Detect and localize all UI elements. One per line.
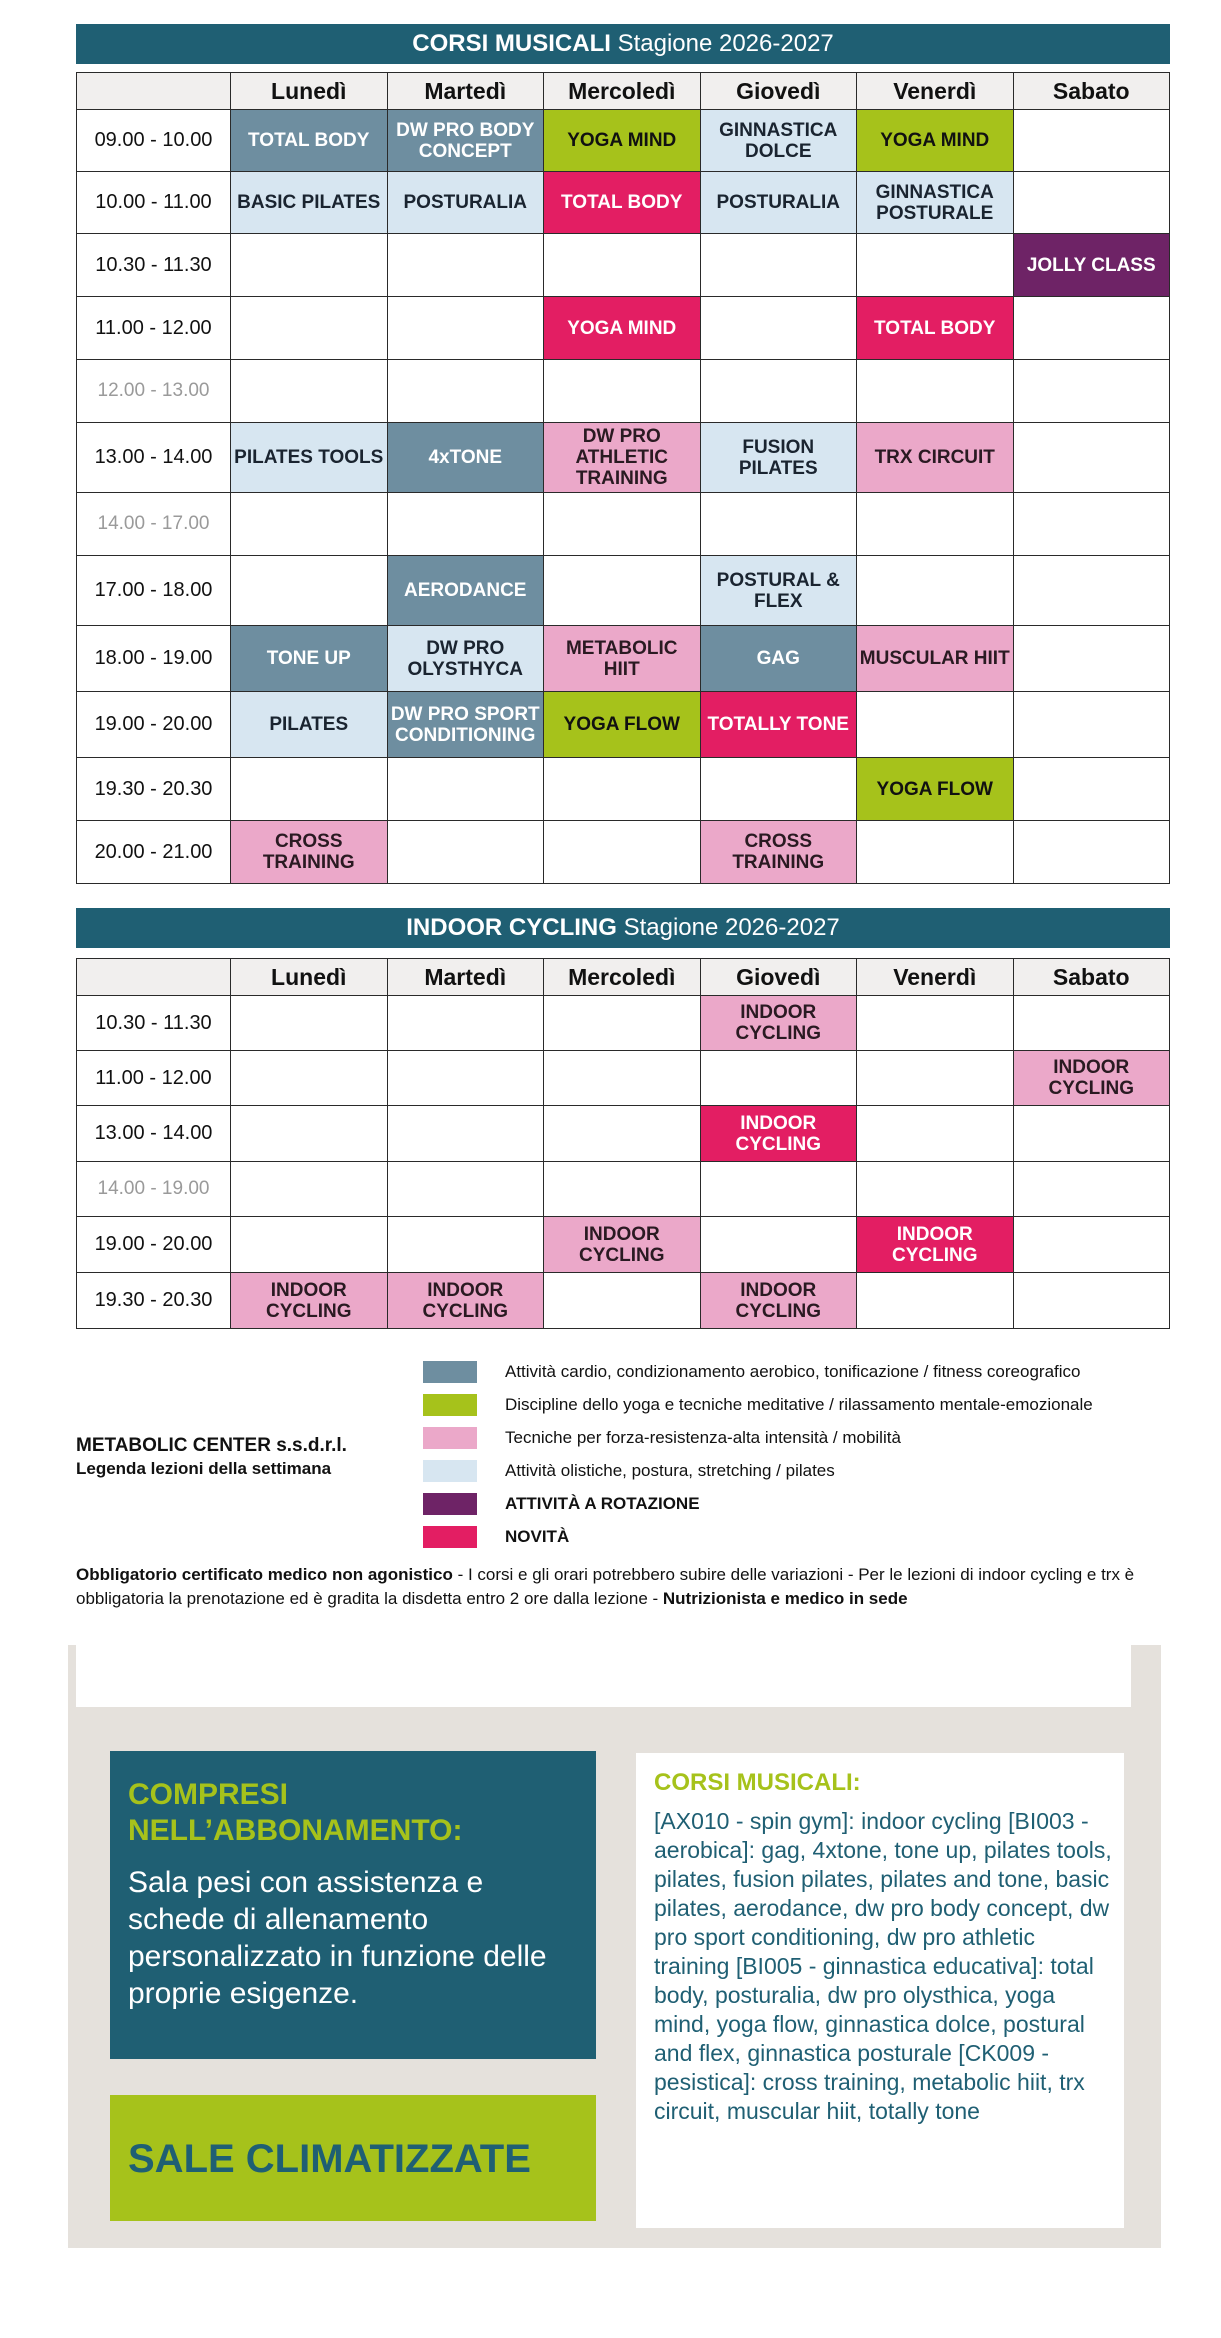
schedule-row (77, 821, 1170, 884)
day-header: Martedì (387, 73, 544, 110)
empty-cell (387, 821, 544, 884)
legend (76, 1355, 1176, 1565)
corner-cell (77, 73, 231, 110)
empty-cell (387, 1106, 544, 1162)
day-header: Lunedì (231, 73, 388, 110)
notes (76, 1563, 1170, 1611)
empty-cell (1013, 297, 1170, 360)
empty-cell (1013, 423, 1170, 493)
day-header: Mercoledì (544, 959, 701, 996)
cycling-title: INDOOR CYCLING (406, 914, 617, 941)
schedule-row (77, 110, 1170, 172)
day-header: Sabato (1013, 959, 1170, 996)
legend-swatch (423, 1361, 477, 1383)
class-cell: TOTALLY TONE (700, 692, 857, 758)
empty-cell (700, 758, 857, 821)
class-cell: YOGA MIND (544, 110, 701, 172)
notes-certificate: Obbligatorio certificato medico non agonistico (76, 1565, 453, 1584)
empty-cell (700, 1051, 857, 1106)
schedule-row (77, 493, 1170, 556)
corner-cell (77, 959, 231, 996)
empty-cell (700, 493, 857, 556)
empty-cell (857, 1273, 1014, 1329)
time-slot: 18.00 - 19.00 (77, 626, 231, 692)
empty-cell (544, 1051, 701, 1106)
empty-cell (1013, 1162, 1170, 1217)
empty-cell (387, 758, 544, 821)
musicali-body (77, 110, 1170, 884)
empty-cell (857, 1162, 1014, 1217)
legend-subtitle: Legenda lezioni della settimana (76, 1459, 332, 1478)
courses-box (636, 1753, 1124, 2228)
class-cell: DW PRO BODY CONCEPT (387, 110, 544, 172)
class-cell: TOTAL BODY (231, 110, 388, 172)
class-cell: POSTURALIA (387, 172, 544, 234)
time-slot: 19.00 - 20.00 (77, 1217, 231, 1273)
empty-cell (231, 234, 388, 297)
class-cell: TRX CIRCUIT (857, 423, 1014, 493)
empty-cell (857, 996, 1014, 1051)
empty-cell (387, 234, 544, 297)
class-cell: METABOLIC HIIT (544, 626, 701, 692)
empty-cell (544, 556, 701, 626)
class-cell: CROSS TRAINING (700, 821, 857, 884)
empty-cell (1013, 360, 1170, 423)
empty-cell (387, 493, 544, 556)
day-header: Venerdì (857, 73, 1014, 110)
schedule-row (77, 556, 1170, 626)
aircon-box (110, 2095, 596, 2221)
class-cell: 4xTONE (387, 423, 544, 493)
time-slot: 09.00 - 10.00 (77, 110, 231, 172)
empty-cell (857, 692, 1014, 758)
empty-cell (857, 493, 1014, 556)
schedule-row (77, 692, 1170, 758)
empty-cell (1013, 1273, 1170, 1329)
legend-swatch (423, 1427, 477, 1449)
class-cell: DW PRO OLYSTHYCA (387, 626, 544, 692)
courses-title: CORSI MUSICALI: (654, 1769, 861, 1796)
schedule-row (77, 1273, 1170, 1329)
cycling-header-row (77, 959, 1170, 996)
legend-label: Tecniche per forza-resistenza-alta intensità / mobilità (505, 1428, 901, 1447)
schedule-row (77, 234, 1170, 297)
schedule-row (77, 297, 1170, 360)
empty-cell (1013, 692, 1170, 758)
empty-cell (700, 360, 857, 423)
empty-cell (1013, 556, 1170, 626)
class-cell: AERODANCE (387, 556, 544, 626)
musicali-title-band (76, 24, 1170, 64)
class-cell: CROSS TRAINING (231, 821, 388, 884)
empty-cell (1013, 1217, 1170, 1273)
included-title-line2: NELL’ABBONAMENTO: (128, 1814, 463, 1847)
included-text: Sala pesi con assistenza e schede di allenamento personalizzato in funzione delle proprie esigenze. (128, 1866, 547, 2010)
class-cell: INDOOR CYCLING (700, 996, 857, 1051)
empty-cell (1013, 493, 1170, 556)
empty-cell (387, 1051, 544, 1106)
empty-cell (231, 1051, 388, 1106)
class-cell: TONE UP (231, 626, 388, 692)
time-slot: 11.00 - 12.00 (77, 297, 231, 360)
included-title-line1: COMPRESI (128, 1778, 289, 1811)
empty-cell (387, 1162, 544, 1217)
legend-swatch (423, 1394, 477, 1416)
schedule-row (77, 626, 1170, 692)
empty-cell (387, 360, 544, 423)
time-slot: 10.30 - 11.30 (77, 234, 231, 297)
legend-label: NOVITÀ (505, 1527, 570, 1546)
empty-cell (544, 1273, 701, 1329)
class-cell: INDOOR CYCLING (231, 1273, 388, 1329)
class-cell: YOGA MIND (544, 297, 701, 360)
legend-row (423, 1525, 569, 1549)
time-slot: 13.00 - 14.00 (77, 423, 231, 493)
class-cell: GAG (700, 626, 857, 692)
day-header: Venerdì (857, 959, 1014, 996)
notes-text: - I corsi e gli orari potrebbero subire delle variazioni - Per le lezioni di indoor cycling e trx è obbligatoria la prenotazione ed è gradita la disdetta entro 2 ore dalla lezione - (76, 1565, 1135, 1608)
empty-cell (231, 1106, 388, 1162)
empty-cell (1013, 821, 1170, 884)
schedule-row (77, 1162, 1170, 1217)
time-slot: 12.00 - 13.00 (77, 360, 231, 423)
legend-row (423, 1360, 1080, 1384)
class-cell: JOLLY CLASS (1013, 234, 1170, 297)
time-slot: 20.00 - 21.00 (77, 821, 231, 884)
class-cell: INDOOR CYCLING (387, 1273, 544, 1329)
empty-cell (544, 1106, 701, 1162)
empty-cell (544, 996, 701, 1051)
time-slot: 11.00 - 12.00 (77, 1051, 231, 1106)
class-cell: INDOOR CYCLING (544, 1217, 701, 1273)
legend-label: Attività olistiche, postura, stretching / pilates (505, 1461, 835, 1480)
legend-row (423, 1426, 901, 1450)
empty-cell (1013, 110, 1170, 172)
empty-cell (387, 297, 544, 360)
time-slot: 19.00 - 20.00 (77, 692, 231, 758)
empty-cell (700, 234, 857, 297)
empty-cell (231, 996, 388, 1051)
time-slot: 19.30 - 20.30 (77, 1273, 231, 1329)
empty-cell (1013, 626, 1170, 692)
time-slot: 10.30 - 11.30 (77, 996, 231, 1051)
class-cell: FUSION PILATES (700, 423, 857, 493)
class-cell: TOTAL BODY (857, 297, 1014, 360)
cycling-season: Stagione 2026-2027 (616, 914, 840, 941)
schedule-row (77, 423, 1170, 493)
class-cell: PILATES (231, 692, 388, 758)
time-slot: 14.00 - 19.00 (77, 1162, 231, 1217)
empty-cell (544, 360, 701, 423)
legend-swatch (423, 1526, 477, 1548)
center-name: METABOLIC CENTER s.s.d.r.l. (76, 1435, 347, 1456)
legend-label: Discipline dello yoga e tecniche meditative / rilassamento mentale-emozionale (505, 1395, 1093, 1414)
empty-cell (857, 1106, 1014, 1162)
musicali-title: CORSI MUSICALI (412, 30, 611, 57)
class-cell: MUSCULAR HIIT (857, 626, 1014, 692)
class-cell: INDOOR CYCLING (700, 1273, 857, 1329)
class-cell: INDOOR CYCLING (700, 1106, 857, 1162)
class-cell: BASIC PILATES (231, 172, 388, 234)
empty-cell (231, 556, 388, 626)
cycling-title-band (76, 908, 1170, 948)
musicali-season: Stagione 2026-2027 (610, 30, 834, 57)
schedule-row (77, 1106, 1170, 1162)
empty-cell (857, 556, 1014, 626)
empty-cell (857, 360, 1014, 423)
class-cell: YOGA FLOW (857, 758, 1014, 821)
empty-cell (1013, 1106, 1170, 1162)
time-slot: 13.00 - 14.00 (77, 1106, 231, 1162)
empty-cell (231, 758, 388, 821)
schedule-row (77, 1051, 1170, 1106)
schedule-row (77, 360, 1170, 423)
notes-nutrition: Nutrizionista e medico in sede (662, 1589, 908, 1608)
empty-cell (544, 234, 701, 297)
empty-cell (857, 821, 1014, 884)
day-header: Lunedì (231, 959, 388, 996)
promo-panel (68, 1645, 1161, 2248)
empty-cell (544, 821, 701, 884)
empty-cell (231, 1217, 388, 1273)
day-header: Martedì (387, 959, 544, 996)
empty-cell (544, 758, 701, 821)
class-cell: PILATES TOOLS (231, 423, 388, 493)
legend-swatch (423, 1460, 477, 1482)
empty-cell (700, 1217, 857, 1273)
schedule-row (77, 172, 1170, 234)
legend-row (423, 1393, 1093, 1417)
time-slot: 19.30 - 20.30 (77, 758, 231, 821)
schedule-row (77, 996, 1170, 1051)
day-header: Sabato (1013, 73, 1170, 110)
class-cell: YOGA FLOW (544, 692, 701, 758)
class-cell: DW PRO SPORT CONDITIONING (387, 692, 544, 758)
empty-cell (1013, 172, 1170, 234)
legend-row (423, 1492, 700, 1516)
cycling-schedule-table (76, 958, 1170, 1329)
empty-cell (231, 1162, 388, 1217)
empty-cell (1013, 996, 1170, 1051)
day-header: Giovedì (700, 959, 857, 996)
time-slot: 10.00 - 11.00 (77, 172, 231, 234)
class-cell: YOGA MIND (857, 110, 1014, 172)
class-cell: INDOOR CYCLING (1013, 1051, 1170, 1106)
class-cell: POSTURAL & FLEX (700, 556, 857, 626)
empty-cell (857, 234, 1014, 297)
empty-cell (700, 1162, 857, 1217)
time-slot: 17.00 - 18.00 (77, 556, 231, 626)
class-cell: INDOOR CYCLING (857, 1217, 1014, 1273)
class-cell: POSTURALIA (700, 172, 857, 234)
aircon-label: SALE CLIMATIZZATE (128, 2137, 531, 2181)
day-header: Mercoledì (544, 73, 701, 110)
empty-cell (387, 996, 544, 1051)
musicali-header-row (77, 73, 1170, 110)
legend-swatch (423, 1493, 477, 1515)
legend-label: Attività cardio, condizionamento aerobico, tonificazione / fitness coreografico (505, 1362, 1081, 1381)
empty-cell (544, 1162, 701, 1217)
time-slot: 14.00 - 17.00 (77, 493, 231, 556)
empty-cell (857, 1051, 1014, 1106)
empty-cell (231, 360, 388, 423)
class-cell: GINNASTICA POSTURALE (857, 172, 1014, 234)
class-cell: DW PRO ATHLETIC TRAINING (544, 423, 701, 493)
included-title (128, 1777, 462, 1849)
schedule-row (77, 1217, 1170, 1273)
courses-text: [AX010 - spin gym]: indoor cycling [BI003 - aerobica]: gag, 4xtone, tone up, pilates tools, pilates, fusion pilates, pilates and tone, basic pilates, aerodance, dw pro body concept, dw pro sport conditioning, dw pro athletic training [BI005 - ginnastica educativa]: total body, posturalia, dw pro olysthica, yoga mind, yoga flow, ginnastica dolce, postural and flex, ginnastica posturale [CK009 - pesistica]: cross training, metabolic hiit, trx circuit, muscular hiit, totally tone (654, 1808, 1112, 2124)
empty-cell (1013, 758, 1170, 821)
musicali-schedule-table (76, 72, 1170, 884)
cycling-body (77, 996, 1170, 1329)
included-box (110, 1751, 596, 2059)
empty-cell (231, 297, 388, 360)
class-cell: GINNASTICA DOLCE (700, 110, 857, 172)
class-cell: TOTAL BODY (544, 172, 701, 234)
empty-cell (544, 493, 701, 556)
day-header: Giovedì (700, 73, 857, 110)
legend-row (423, 1459, 835, 1483)
promo-top-strip (76, 1645, 1131, 1707)
legend-label: ATTIVITÀ A ROTAZIONE (505, 1494, 700, 1513)
empty-cell (231, 493, 388, 556)
empty-cell (700, 297, 857, 360)
schedule-row (77, 758, 1170, 821)
empty-cell (387, 1217, 544, 1273)
